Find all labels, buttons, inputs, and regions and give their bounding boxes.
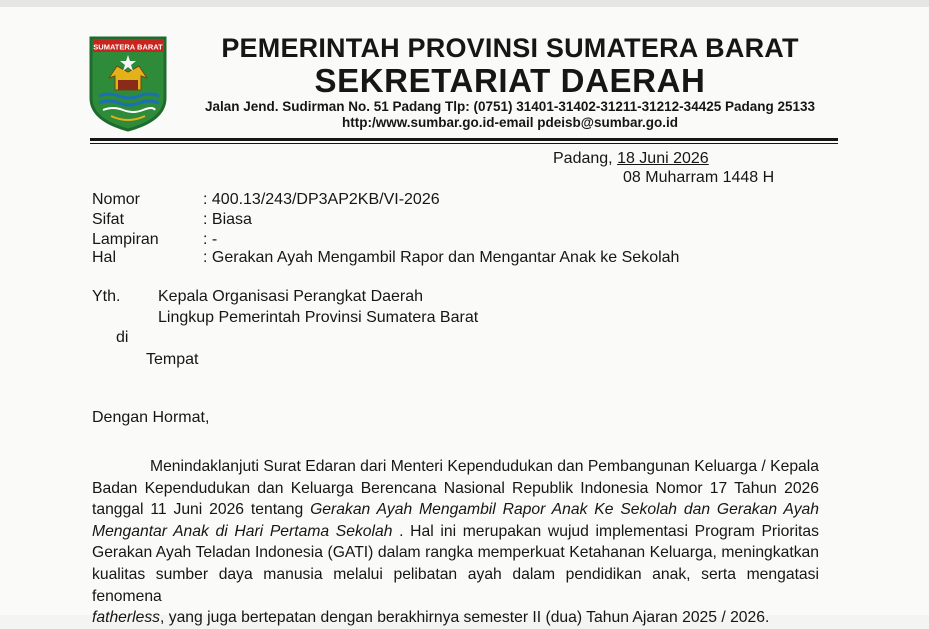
meta-label-hal: Hal bbox=[92, 249, 117, 266]
recipient-tempat: Tempat bbox=[146, 351, 199, 368]
meta-value-nomor: : 400.13/243/DP3AP2KB/VI-2026 bbox=[203, 191, 440, 208]
body-line-2: Badan Kependudukan dan Keluarga Berencana Nasional Republik Indonesia Nomor 17 Tahun 2026 bbox=[92, 479, 819, 497]
meta-value-lampiran: : - bbox=[203, 231, 218, 248]
letterhead-rule-thick bbox=[90, 138, 838, 141]
body-paragraph bbox=[92, 456, 819, 629]
body-line-6: kualitas sumber daya manusia melalui pelibatan ayah dalam pendidikan anak, serta mengatasi fenomena bbox=[92, 565, 819, 605]
page-top-edge bbox=[0, 0, 929, 7]
date-hijri: 08 Muharram 1448 H bbox=[623, 169, 775, 186]
emblem-icon bbox=[89, 36, 167, 132]
salutation: Dengan Hormat, bbox=[92, 409, 210, 426]
province-emblem-logo bbox=[89, 36, 167, 132]
body-line-7-italic: fatherless bbox=[92, 609, 161, 627]
meta-value-hal: : Gerakan Ayah Mengambil Rapor dan Mengantar Anak ke Sekolah bbox=[203, 249, 680, 266]
recipient-di: di bbox=[116, 329, 129, 346]
recipient-line-1: Kepala Organisasi Perangkat Daerah bbox=[158, 288, 424, 305]
meta-label-lampiran: Lampiran bbox=[92, 231, 159, 248]
body-line-5: Gerakan Ayah Teladan Indonesia (GATI) dalam rangka memperkuat Ketahanan Keluarga, meningkatkan bbox=[92, 544, 819, 562]
meta-value-sifat: : Biasa bbox=[203, 211, 252, 228]
body-line-7-text: , yang juga bertepatan dengan berakhirnya semester II (dua) Tahun Ajaran 2025 / 2026. bbox=[160, 609, 770, 627]
body-line-1: Menindaklanjuti Surat Edaran dari Menteri Kependudukan dan Pembangunan Keluarga / Kepala bbox=[150, 458, 819, 475]
meta-label-nomor: Nomor bbox=[92, 191, 141, 208]
body-line-4 bbox=[92, 521, 819, 543]
meta-label-sifat: Sifat bbox=[92, 211, 125, 228]
body-line-7 bbox=[92, 607, 819, 629]
body-line-4-italic: Mengantar Anak di Hari Pertama Sekolah bbox=[92, 522, 393, 540]
recipient-line-2: Lingkup Pemerintah Provinsi Sumatera Barat bbox=[158, 309, 479, 326]
letterhead-web-email: http:/www.sumbar.go.id-email pdeisb@sumbar.go.id bbox=[342, 115, 678, 130]
date-place: Padang, bbox=[553, 150, 618, 167]
letterhead-government: PEMERINTAH PROVINSI SUMATERA BARAT bbox=[221, 33, 799, 63]
letterhead-rule-thin bbox=[90, 143, 838, 144]
letter-date bbox=[553, 150, 709, 168]
body-line-3-text: tanggal 11 Juni 2026 tentang bbox=[92, 501, 311, 519]
letterhead-secretariat: SEKRETARIAT DAERAH bbox=[314, 62, 706, 99]
date-gregorian: 18 Juni 2026 bbox=[617, 150, 709, 167]
recipient-yth: Yth. bbox=[92, 288, 121, 305]
body-line-4-text: . Hal ini merupakan wujud implementasi Program Prioritas bbox=[399, 522, 819, 540]
body-line-3 bbox=[92, 499, 819, 521]
body-line-3-italic: Gerakan Ayah Mengambil Rapor Anak Ke Sekolah dan Gerakan Ayah bbox=[310, 501, 819, 519]
emblem-banner-text: SUMATERA BARAT bbox=[93, 42, 163, 52]
letterhead-address: Jalan Jend. Sudirman No. 51 Padang Tlp: (0751) 31401-31402-31211-31212-34425 Padang 25133 bbox=[204, 99, 816, 114]
